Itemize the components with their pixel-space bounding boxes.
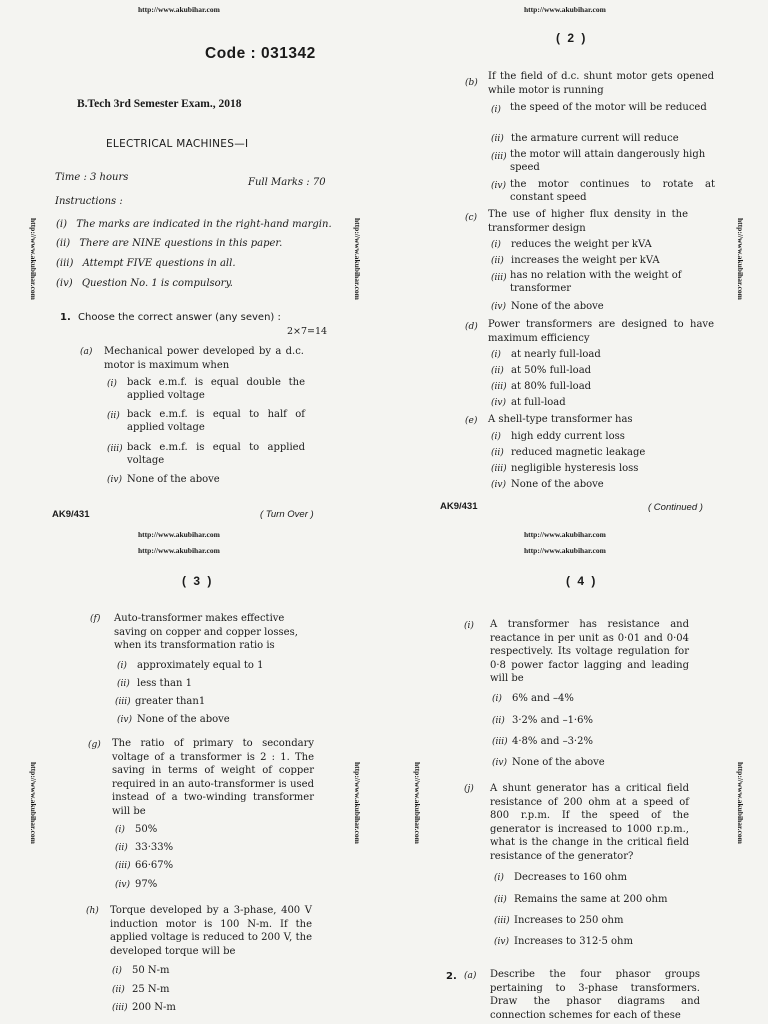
option [491,255,660,266]
option-num: (iv) [107,475,122,485]
page-3 [0,512,384,1024]
option-text: None of the above [137,714,230,725]
instruction-text: Attempt FIVE questions in all. [82,258,236,269]
option-text: increases the weight per kVA [511,255,660,266]
page-2 [384,0,768,512]
question-text: Power transformers are designed to have maximum efficiency [488,319,714,344]
full-marks: Full Marks : 70 [248,177,326,188]
option-text: back e.m.f. is equal to half of applied voltage [127,409,305,433]
option [491,447,645,458]
instruction-num: (i) [56,219,68,230]
option [112,965,170,976]
exam-time: Time : 3 hours [55,172,129,183]
option-num: (ii) [112,985,125,995]
site-url-header[interactable]: http://www.akubihar.com [524,546,606,555]
option [117,660,264,671]
option-num: (ii) [494,895,507,905]
option [115,879,157,890]
footer-code: AK9/431 [440,501,478,512]
option-text: 33·33% [135,842,174,853]
page-number: ( 3 ) [182,574,214,588]
question-text: If the field of d.c. shunt motor gets opened while motor is running [488,71,714,96]
option-num: (ii) [491,134,504,144]
question-label: (e) [465,416,478,426]
option-num: (iii) [492,737,508,747]
instruction-item [56,278,233,289]
option [107,409,127,423]
site-url-header[interactable]: http://www.akubihar.com [524,530,606,539]
question-label: (j) [464,784,474,794]
question-label: (a) [80,347,93,357]
option-text: negligible hysteresis loss [511,463,639,474]
option [107,377,127,391]
option-text: less than 1 [137,678,192,689]
option-text: None of the above [127,474,220,485]
option-num: (i) [491,350,501,360]
exam-code: Code : 031342 [205,45,316,62]
option-num: (iii) [112,1003,128,1013]
option [115,824,157,835]
option-text: at 80% full-load [511,381,592,392]
instruction-num: (iv) [56,278,73,289]
site-url-side-right[interactable]: http://www.akubihar.com [353,218,362,300]
option-num: (ii) [491,256,504,266]
option-num: (iii) [491,382,507,392]
option-num: (ii) [117,679,130,689]
option-text: 97% [135,879,158,890]
question-2-text: Describe the four phasor groups pertaining to 3-phase transformers. Draw the phasor diagrams and connection schemes for each of these [490,969,700,1021]
option-num: (iii) [115,861,131,871]
option-text: 25 N-m [132,984,170,995]
option-num: (i) [492,694,502,704]
option-text: Decreases to 160 ohm [514,872,627,883]
page-number: ( 2 ) [556,31,588,45]
page-1 [0,0,384,520]
option [117,714,230,725]
option-text: the armature current will reduce [511,133,679,144]
option [107,442,127,456]
option-text: Remains the same at 200 ohm [514,894,668,905]
question-1-text: Choose the correct answer (any seven) : [78,312,281,323]
option [115,860,173,871]
option-num: (i) [491,105,501,115]
subject-title: ELECTRICAL MACHINES—I [106,138,249,150]
option [491,479,604,490]
site-url-header[interactable]: http://www.akubihar.com [138,530,220,539]
option-text: the motor will attain dangerously high speed [510,149,706,173]
option-num: (iv) [117,715,132,725]
option-text: None of the above [511,479,604,490]
option [117,678,192,689]
instruction-text: There are NINE questions in this paper. [79,238,283,249]
question-text: A transformer has resistance and reactance in per unit as 0·01 and 0·04 respectively. Its voltage regulation for 0·8 power factor lagging and leading will be [490,619,689,684]
instruction-text: The marks are indicated in the right-hand margin. [76,219,332,230]
option-text: 200 N-m [132,1002,176,1013]
option-text: the speed of the motor will be reduced [510,102,707,113]
option-text: back e.m.f. is equal double the applied voltage [127,377,305,401]
site-url-side-left[interactable]: http://www.akubihar.com [29,218,38,300]
instruction-item [56,238,282,249]
option-num: (ii) [107,411,120,421]
option-num: (ii) [491,448,504,458]
option-num: (iii) [491,464,507,474]
instruction-item [56,258,236,269]
option [491,301,604,312]
option-text: approximately equal to 1 [137,660,264,671]
question-text: Auto-transformer makes effective saving on copper and copper losses, when its transformation ratio is [114,613,298,651]
question-1-number: 1. [60,312,71,323]
site-url-header[interactable]: http://www.akubihar.com [524,5,606,14]
option [491,133,679,144]
question-text: The use of higher flux density in the transformer design [488,209,688,234]
option-num: (i) [107,379,117,389]
option-num: (iv) [491,398,506,408]
site-url-side-right[interactable]: http://www.akubihar.com [353,762,362,844]
option-num: (i) [491,240,501,250]
option-text: Increases to 250 ohm [514,915,624,926]
option-text: 50 N-m [132,965,170,976]
option-text: has no relation with the weight of transformer [510,270,682,294]
option-text: Increases to 312·5 ohm [514,936,633,947]
site-url-side-right[interactable]: http://www.akubihar.com [736,762,745,844]
option [491,239,652,250]
option-text: at full-load [511,397,566,408]
question-text: The ratio of primary to secondary voltage of a transformer is 2 : 1. The saving in terms of weight of copper required in an auto-transformer is used instead of a two-winding transformer will be [112,738,314,817]
option-num: (i) [112,966,122,976]
question-label: (d) [465,322,478,332]
option [491,431,625,442]
option [491,397,566,408]
option-num: (iii) [115,697,131,707]
option-text: 6% and –4% [512,693,574,704]
footer-note: ( Turn Over ) [260,509,314,520]
option [491,381,591,392]
option-text: 3·2% and –1·6% [512,715,593,726]
option [492,715,593,726]
question-label: (b) [465,78,478,88]
site-url-side-left[interactable]: http://www.akubihar.com [413,762,422,844]
option-num: (i) [494,873,504,883]
option-text: at nearly full-load [511,349,601,360]
question-text: Torque developed by a 3-phase, 400 V induction motor is 100 N-m. If the applied voltage is reduced to 200 V, the developed torque will be [110,905,312,957]
instruction-item [56,219,332,230]
option-num: (iv) [491,181,506,191]
option [107,474,220,485]
question-label: (c) [465,213,478,223]
footer-note: ( Continued ) [648,502,703,513]
option [492,736,593,747]
option [492,757,605,768]
option-num: (iii) [491,273,507,283]
option-text: at 50% full-load [511,365,592,376]
option-num: (iv) [115,880,130,890]
site-url-side-left[interactable]: http://www.akubihar.com [29,762,38,844]
option [494,915,623,926]
instruction-num: (ii) [56,238,71,249]
option-text: 4·8% and –3·2% [512,736,593,747]
option-num: (iv) [491,480,506,490]
option-num: (i) [115,825,125,835]
option-num: (i) [117,661,127,671]
option [491,365,591,376]
question-label: (i) [464,621,474,631]
question-label: (h) [86,906,99,916]
option-num: (ii) [491,366,504,376]
question-1-marks: 2×7=14 [287,326,328,337]
option-text: None of the above [512,757,605,768]
option [112,1002,176,1013]
option-text: greater than1 [135,696,206,707]
option [491,349,601,360]
option [494,872,627,883]
question-label: (a) [464,971,477,981]
option [494,894,667,905]
option-num: (iv) [494,937,509,947]
option-text: back e.m.f. is equal to applied voltage [127,442,305,466]
question-text: A shunt generator has a critical field resistance of 200 ohm at a speed of 800 r.p.m. If the speed of the generator is increased to 1000 r.p.m., what is the change in the critical field resistance of the generator? [490,783,689,862]
option-num: (ii) [115,843,128,853]
option-text: reduced magnetic leakage [511,447,646,458]
option-num: (iii) [107,444,123,454]
option-text: None of the above [511,301,604,312]
option-num: (i) [491,432,501,442]
question-label: (f) [90,614,101,624]
page-4 [384,512,768,1024]
question-2-number: 2. [446,971,457,982]
option [112,984,170,995]
instructions-heading: Instructions : [55,196,123,207]
option [494,936,633,947]
question-text: Mechanical power developed by a d.c. motor is maximum when [104,346,304,371]
option-text: 50% [135,824,158,835]
option-num: (iii) [491,152,507,162]
option-num: (iv) [492,758,507,768]
option-num: (iv) [491,302,506,312]
page-number: ( 4 ) [566,574,598,588]
instruction-text: Question No. 1 is compulsory. [81,278,233,289]
exam-title: B.Tech 3rd Semester Exam., 2018 [77,98,242,110]
option [491,463,638,474]
option-text: high eddy current loss [511,431,625,442]
option-num: (iii) [494,916,510,926]
option [115,696,205,707]
question-text: A shell-type transformer has [488,414,633,425]
site-url-side-right[interactable]: http://www.akubihar.com [736,218,745,300]
option-num: (ii) [492,716,505,726]
option-text: the motor continues to rotate at constant speed [510,179,715,203]
instruction-num: (iii) [56,258,74,269]
site-url-header[interactable]: http://www.akubihar.com [138,546,220,555]
footer-code: AK9/431 [52,509,90,520]
question-label: (g) [88,740,101,750]
site-url-header[interactable]: http://www.akubihar.com [138,5,220,14]
option-text: 66·67% [135,860,174,871]
option-text: reduces the weight per kVA [511,239,652,250]
option [115,842,173,853]
option [492,693,574,704]
